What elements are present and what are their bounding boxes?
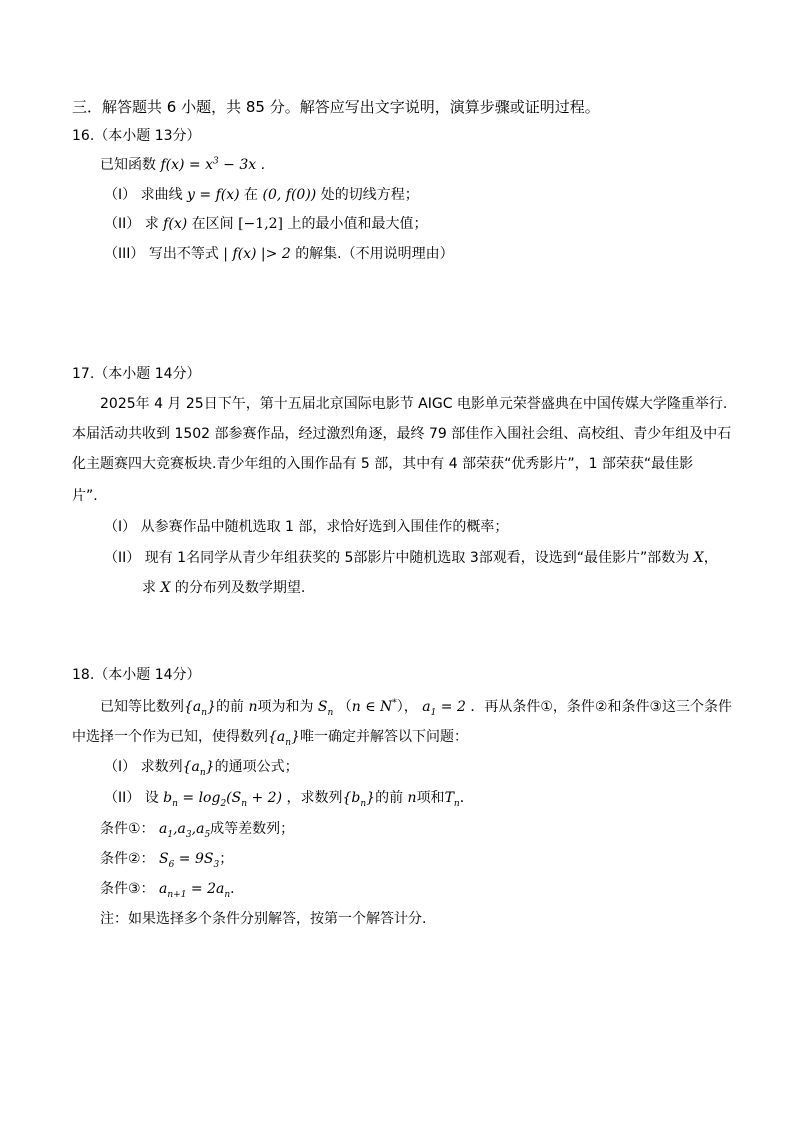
q18-condition-1: 条件①： $a_1,a_3,a_5$成等差数列； [100,821,295,840]
q18-part-1: （I） 求数列$\{a_n\}$的通项公式； [104,759,299,778]
q17-part-1: （I） 从参赛作品中随机选取 1 部，求恰好选到入围佳作的概率； [104,519,509,535]
q18-title: 18.（本小题 14分） [72,667,201,683]
q16-title: 16.（本小题 13分） [72,128,201,144]
q18-note: 注：如果选择多个条件分别解答，按第一个解答计分. [100,911,427,927]
part-label: （I） [104,187,137,203]
section-header: 三．解答题共 6 小题，共 85 分。解答应写出文字说明，演算步骤或证明过程。 [72,98,600,116]
q16-function: $f(x) = x^3 - 3x$ . [160,156,266,173]
q17-paragraph-line-3: 化主题赛四大竞赛板块.青少年组的入围作品有 5 部，其中有 4 部荣获“优秀影片”，1 部荣获“最佳影 [72,456,694,472]
q16-part-1: （I） 求曲线 y = f(x) 在 (0, f(0)) 处的切线方程； [104,187,419,203]
part-label: （I） [104,519,137,535]
part-label: （II） [104,790,141,806]
q18-condition-3: 条件③： $a_{n+1} = 2a_n$． [100,881,245,900]
q17-title: 17.（本小题 14分） [72,366,201,382]
q16-stem-text: 已知函数 [100,157,156,173]
q18-part-2: （II） 设 $b_n = \log_2(S_n + 2)$ ，求数列$\{b_n\}$的前 n项和$T_n$． [104,790,474,809]
part-label: （III） [104,246,145,262]
q18-stem-line-1: 已知等比数列$\{a_n\}$的前 n项为和为 $S_n$ （n ∈ N*）， $a_1 = 2$ ．再从条件①，条件②和条件③这三个条件 [100,698,732,718]
part-label: （II） [104,216,141,232]
q17-paragraph-line-4: 片”. [72,488,98,504]
q18-stem-line-2: 中选择一个作为已知，使得数列$\{a_n\}$唯一确定并解答以下问题： [72,729,468,748]
q16-part-2: （II） 求 f(x) 在区间 [−1,2] 上的最小值和最大值； [104,216,428,232]
part-label: （I） [104,759,137,775]
q17-paragraph-line-1: 2025年 4 月 25日下午，第十五届北京国际电影节 AIGC 电影单元荣誉盛典在中国传媒大学隆重举行. [100,396,728,412]
q16-stem [100,155,265,175]
q17-part-2-continued: 求 X 的分布列及数学期望. [142,580,306,596]
part-label: （II） [104,550,141,566]
q17-part-2: （II） 现有 1名同学从青少年组获奖的 5部影片中随机选取 3部观看，设选到“最佳影片”部数为 X， [104,550,718,566]
q16-part-3: （III） 写出不等式 | f(x) |> 2 的解集.（不用说明理由） [104,246,454,262]
q18-condition-2: 条件②： $S_6 = 9S_3$； [100,851,234,870]
q17-paragraph-line-2: 本届活动共收到 1502 部参赛作品，经过激烈角逐，最终 79 部佳作入围社会组、高校组、青少年组及中石 [72,426,732,442]
